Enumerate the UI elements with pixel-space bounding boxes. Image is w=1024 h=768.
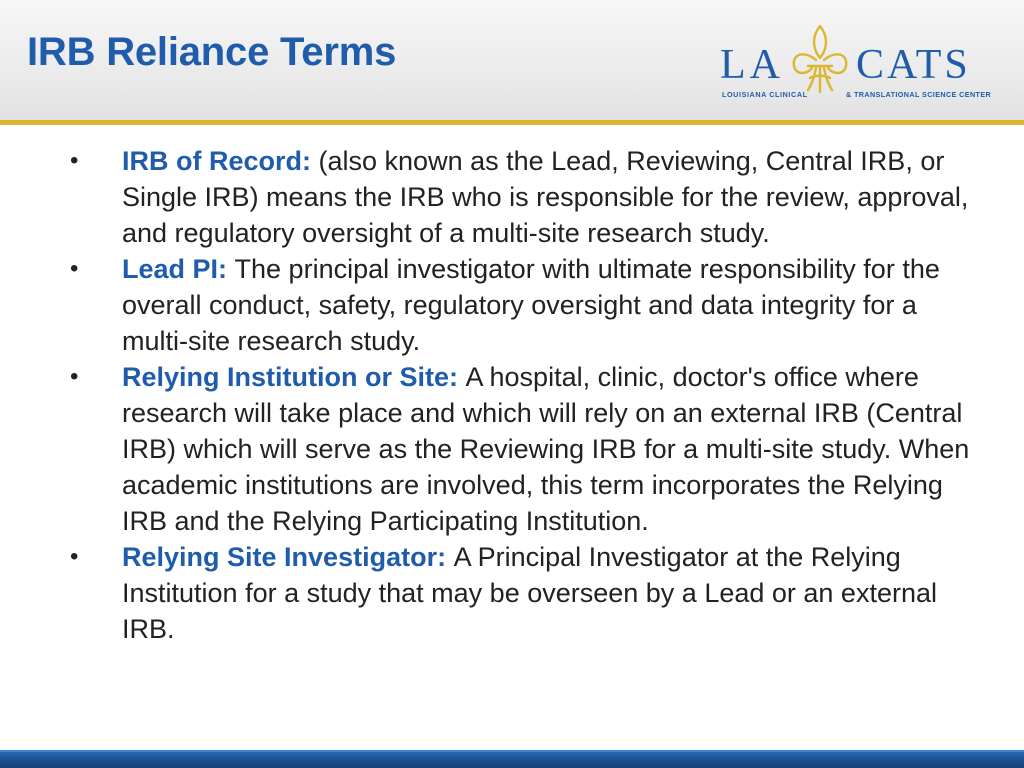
definition-term: IRB of Record: bbox=[122, 146, 319, 176]
fleur-de-lis-icon bbox=[794, 26, 846, 92]
footer-band bbox=[0, 750, 1024, 768]
list-item bbox=[0, 143, 1024, 251]
bullet-icon: • bbox=[70, 147, 79, 174]
list-item bbox=[0, 539, 1024, 647]
definition-text: A hospital, clinic, doctor's office where research will take place and which will rely on an external IRB (Central IRB) which will serve as the Reviewing IRB for a multi-site study. When academic institutions are involved, this term incorporates the Relying IRB and the Relying Participating Institution. bbox=[122, 362, 970, 536]
definition-term: Lead PI: bbox=[122, 254, 235, 284]
logo-left-text: LA bbox=[720, 42, 784, 88]
logo-tagline-right: & TRANSLATIONAL SCIENCE CENTER bbox=[846, 90, 992, 99]
header-gold-divider bbox=[0, 120, 1024, 125]
slide-body bbox=[0, 143, 1024, 647]
bullet-icon: • bbox=[70, 255, 79, 282]
logo-tagline-left: LOUISIANA CLINICAL bbox=[722, 90, 808, 99]
lacats-logo bbox=[716, 20, 1000, 106]
definitions-list bbox=[0, 143, 1024, 647]
list-item bbox=[0, 359, 1024, 539]
bullet-icon: • bbox=[70, 543, 79, 570]
definition-text: A Principal Investigator at the Relying Institution for a study that may be overseen by a Lead or an external IRB. bbox=[122, 542, 937, 644]
slide-header bbox=[0, 0, 1024, 120]
definition-text: The principal investigator with ultimate responsibility for the overall conduct, safety, regulatory oversight and data integrity for a multi-site research study. bbox=[122, 254, 940, 356]
list-item bbox=[0, 251, 1024, 359]
slide-title: IRB Reliance Terms bbox=[27, 30, 397, 74]
logo-right-text: CATS bbox=[856, 42, 971, 88]
definition-term: Relying Site Investigator: bbox=[122, 542, 454, 572]
definition-term: Relying Institution or Site: bbox=[122, 362, 466, 392]
definition-text: (also known as the Lead, Reviewing, Central IRB, or Single IRB) means the IRB who is responsible for the review, approval, and regulatory oversight of a multi-site research study. bbox=[122, 146, 969, 248]
bullet-icon: • bbox=[70, 363, 79, 390]
